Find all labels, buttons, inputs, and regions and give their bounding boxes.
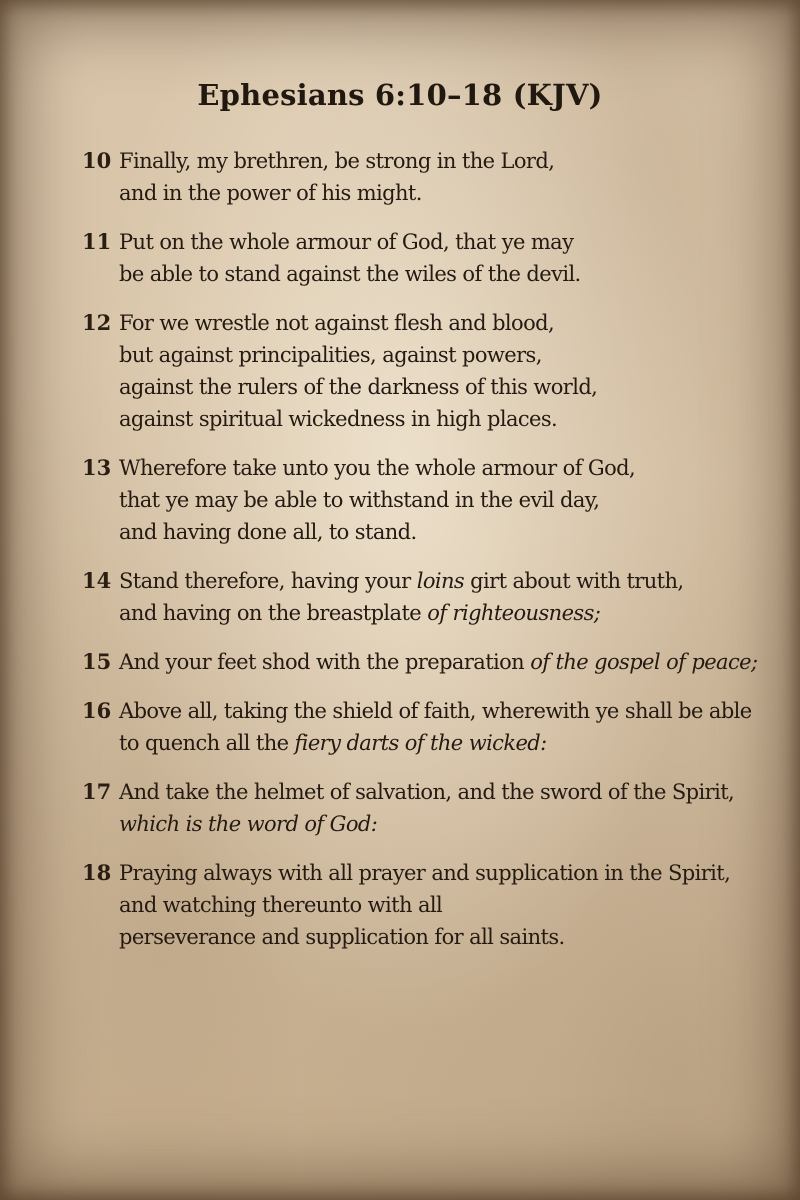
verse-10: [82, 145, 772, 209]
verse-text-segment: Wherefore take unto you the whole armour of God,: [119, 456, 636, 480]
verse-number: 17: [82, 779, 112, 804]
verse-line: [119, 857, 772, 889]
verse-list: [82, 145, 772, 970]
verse-line: [119, 727, 772, 759]
verse-text-segment: Put on the whole armour of God, that ye may: [119, 230, 574, 254]
verse-12: [82, 307, 772, 435]
verse-line: [119, 646, 772, 678]
verse-line: [119, 177, 772, 209]
verse-text-segment: And your feet shod with the preparation: [119, 650, 531, 674]
italic-text: of righteousness;: [427, 601, 601, 625]
verse-text-segment: Praying always with all prayer and supplication in the Spirit,: [119, 861, 731, 885]
verse-text-segment: Above all, taking the shield of faith, wherewith ye shall be able: [119, 699, 752, 723]
verse-text: [119, 226, 772, 290]
italic-text: loins: [416, 569, 465, 593]
verse-text-segment: and having done all, to stand.: [119, 520, 417, 544]
verse-text-segment: Finally, my brethren, be strong in the Lord,: [119, 149, 555, 173]
verse-text: [119, 452, 772, 548]
verse-14: [82, 565, 772, 629]
verse-line: [119, 226, 772, 258]
verse-number: 10: [82, 148, 112, 173]
verse-11: [82, 226, 772, 290]
verse-line: [119, 516, 772, 548]
verse-line: [119, 597, 772, 629]
verse-text-segment: to quench all the: [119, 731, 295, 755]
verse-line: [119, 776, 772, 808]
verse-number: 15: [82, 649, 112, 674]
verse-line: [119, 307, 772, 339]
verse-text-segment: against the rulers of the darkness of this world,: [119, 375, 598, 399]
verse-line: [119, 371, 772, 403]
verse-number: 12: [82, 310, 112, 335]
verse-13: [82, 452, 772, 548]
verse-number: 13: [82, 455, 112, 480]
verse-line: [119, 403, 772, 435]
verse-text-segment: And take the helmet of salvation, and the sword of the Spirit,: [119, 780, 735, 804]
verse-text-segment: Stand therefore, having your: [119, 569, 417, 593]
italic-text: of the gospel of peace;: [530, 650, 758, 674]
verse-line: [119, 565, 772, 597]
page-title: Ephesians 6:10–18 (KJV): [197, 78, 603, 112]
italic-text: fiery darts of the wicked:: [294, 731, 547, 755]
verse-line: [119, 484, 772, 516]
verse-number: 11: [82, 229, 112, 254]
verse-line: [119, 452, 772, 484]
verse-text-segment: For we wrestle not against flesh and blood,: [119, 311, 555, 335]
italic-text: which is the word of God:: [119, 812, 378, 836]
verse-line: [119, 921, 772, 953]
verse-15: [82, 646, 772, 678]
verse-line: [119, 695, 772, 727]
verse-number: 16: [82, 698, 112, 723]
verse-16: [82, 695, 772, 759]
verse-line: [119, 145, 772, 177]
verse-text-segment: and in the power of his might.: [119, 181, 422, 205]
verse-text-segment: perseverance and supplication for all saints.: [119, 925, 565, 949]
verse-text: [119, 857, 772, 953]
verse-18: [82, 857, 772, 953]
verse-text-segment: and having on the breastplate: [119, 601, 428, 625]
verse-line: [119, 339, 772, 371]
verse-text: [119, 565, 772, 629]
verse-number: 14: [82, 568, 112, 593]
verse-text: [119, 695, 772, 759]
verse-text: [119, 145, 772, 209]
verse-number: 18: [82, 860, 112, 885]
verse-text-segment: be able to stand against the wiles of the devil.: [119, 262, 581, 286]
verse-text-segment: girt about with truth,: [464, 569, 684, 593]
verse-text-segment: that ye may be able to withstand in the evil day,: [119, 488, 600, 512]
verse-line: [119, 889, 772, 921]
verse-text: [119, 776, 772, 840]
verse-text: [119, 307, 772, 435]
verse-text-segment: but against principalities, against powers,: [119, 343, 542, 367]
verse-line: [119, 258, 772, 290]
verse-17: [82, 776, 772, 840]
verse-text: [119, 646, 772, 678]
verse-line: [119, 808, 772, 840]
verse-text-segment: and watching thereunto with all: [119, 893, 443, 917]
verse-text-segment: against spiritual wickedness in high places.: [119, 407, 558, 431]
